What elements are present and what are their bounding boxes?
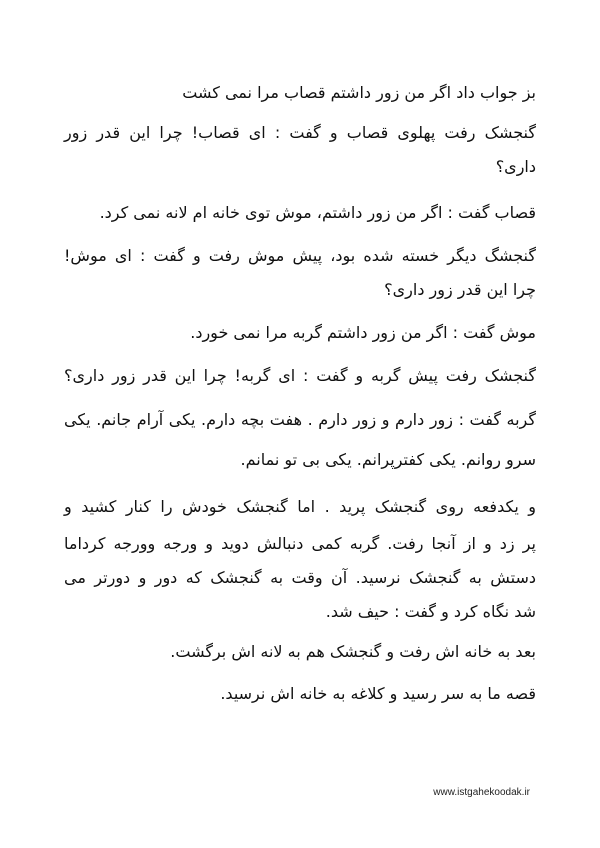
story-line: بز جواب داد اگر من زور داشتم قصاب مرا نمی کشت: [182, 83, 536, 102]
story-line: گربه گفت : زور دارم و زور دارم . هفت بچه دارم. یکی آرام جانم. یکی: [64, 410, 536, 429]
website-footer: www.istgahekoodak.ir: [433, 787, 530, 798]
story-line: قصاب گفت : اگر من زور داشتم، موش توی خانه ام لانه نمی کرد.: [99, 203, 536, 222]
story-line: داری؟: [495, 157, 536, 176]
story-line: گنجشک رفت پهلوی قصاب و گفت : ای قصاب! چرا این قدر زور: [64, 123, 536, 142]
story-line: چرا این قدر زور داری؟: [384, 280, 536, 299]
story-line: گنجشک رفت پیش گربه و گفت : ای گربه! چرا این قدر زور داری؟: [64, 366, 536, 385]
story-line: پر زد و از آنجا رفت. گربه کمی دنبالش دوید و ورجه وورجه کرداما: [64, 534, 536, 553]
story-line: قصه ما به سر رسید و کلاغه به خانه اش نرسید.: [220, 684, 536, 703]
story-line: گنجشگ دیگر خسته شده بود، پیش موش رفت و گفت : ای موش!: [64, 246, 536, 265]
story-line: دستش به گنجشک نرسید. آن وقت به گنجشک که دور و دورتر می: [64, 568, 536, 587]
story-line: و یکدفعه روی گنجشک پرید . اما گنجشک خودش را کنار کشید و: [64, 497, 536, 516]
story-line: شد نگاه کرد و گفت : حیف شد.: [325, 602, 536, 621]
story-line: موش گفت : اگر من زور داشتم گربه مرا نمی خورد.: [190, 323, 536, 342]
story-line: سرو روانم. یکی کفترپرانم. یکی بی تو نمانم.: [240, 450, 536, 469]
story-line: بعد به خانه اش رفت و گنجشک هم به لانه اش برگشت.: [170, 642, 536, 661]
